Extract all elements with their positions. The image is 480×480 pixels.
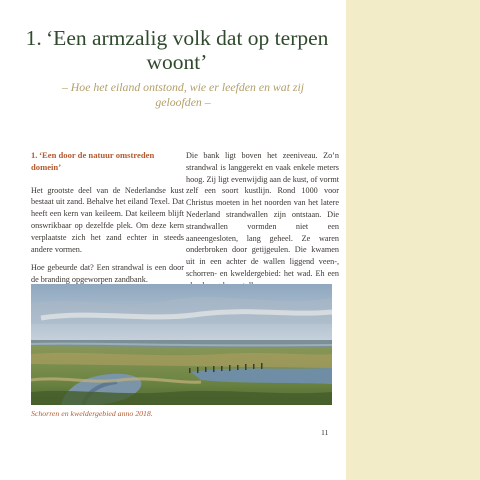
photo-caption: Schorren en kweldergebied anno 2018. bbox=[31, 409, 153, 418]
paragraph: Hoe gebeurde dat? Een strandwal is een door de branding opgeworpen zandbank. bbox=[31, 263, 184, 285]
section-heading: 1. ‘Een door de natuur omstreden domein’ bbox=[31, 150, 155, 172]
text-column-right bbox=[186, 150, 339, 299]
paragraph: Het grootste deel van de Nederlandse kust bestaat uit zand. Behalve het eiland Texel. Dat heeft een kern van keileem. Dat keileem blijft onswrikbaar op dezelfde plek. Om deze kern verplaatste zich het zand echter in steeds andere vormen. bbox=[31, 185, 184, 254]
sidebar-panel bbox=[346, 0, 480, 480]
paragraph: Die bank ligt boven het zeeniveau. Zo’n strandwal is langgerekt en vaak enkele meters hoog. Zij ligt evenwijdig aan de kust, of vormt zelf een soort kustlijn. Rond 1000 voor Christus moeten in het noorden van het latere Nederland strandwallen zijn ontstaan. Die strandwallen vormden niet een aaneengesloten, lang geheel. Ze waren onderbroken door getijgeulen. Die kwamen uit in een achter de wallen liggend veen-, schorren- en kweldergebied: het wad. Eh een bbox=[186, 151, 339, 278]
text-column-left bbox=[31, 150, 184, 293]
chapter-title: 1. ‘Een armzalig volk dat op terpen woont’ bbox=[25, 26, 329, 74]
landscape-photo bbox=[31, 284, 332, 405]
page-number: 11 bbox=[321, 428, 329, 437]
chapter-subtitle: – Hoe het eiland ontstond, wie er leefden en wat zij geloofden – bbox=[61, 80, 305, 109]
